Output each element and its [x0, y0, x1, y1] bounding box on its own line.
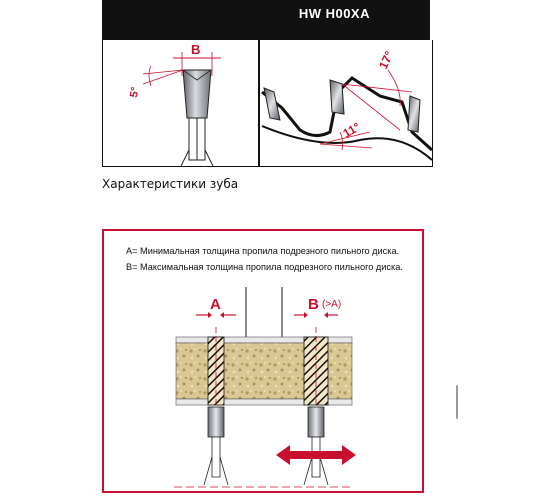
carbide-tip: [183, 70, 211, 118]
header-band: [102, 0, 430, 40]
header-title: HW H00XA: [298, 6, 370, 21]
blade-b-tip: [308, 407, 324, 437]
tooth-front-diagram: [103, 40, 259, 166]
angle-5-label: 5°: [128, 86, 142, 99]
angle-11-label: 11°: [340, 119, 363, 141]
tooth-side-panel: [258, 40, 433, 167]
blade-a-tip: [208, 407, 224, 437]
definition-a: A= Минимальная толщина пропила подрезного пильного диска.: [126, 246, 400, 256]
angle-17-line: [342, 84, 412, 92]
tooth-side-diagram: [260, 40, 432, 166]
kerf-diagram: [104, 277, 422, 491]
caption-tooth-characteristics: Характеристики зуба: [102, 177, 239, 191]
label-b-note: (>A): [322, 299, 342, 310]
tooth-front-panel: [102, 40, 260, 167]
blade-a-plate: [212, 437, 220, 477]
tooth-tip-right: [408, 96, 420, 132]
angle-11-ref: [320, 144, 372, 148]
label-a: A: [210, 296, 221, 313]
angle-17-label: 17°: [376, 48, 397, 72]
label-b: B: [308, 296, 319, 313]
scrollbar-thumb[interactable]: [456, 385, 458, 419]
kerf-info-frame: [102, 229, 424, 493]
definition-b: B= Максимальная толщина пропила подрезного пильного диска.: [126, 262, 403, 272]
tooth-tip-middle: [330, 80, 344, 114]
dim-b-label: B: [191, 42, 201, 57]
